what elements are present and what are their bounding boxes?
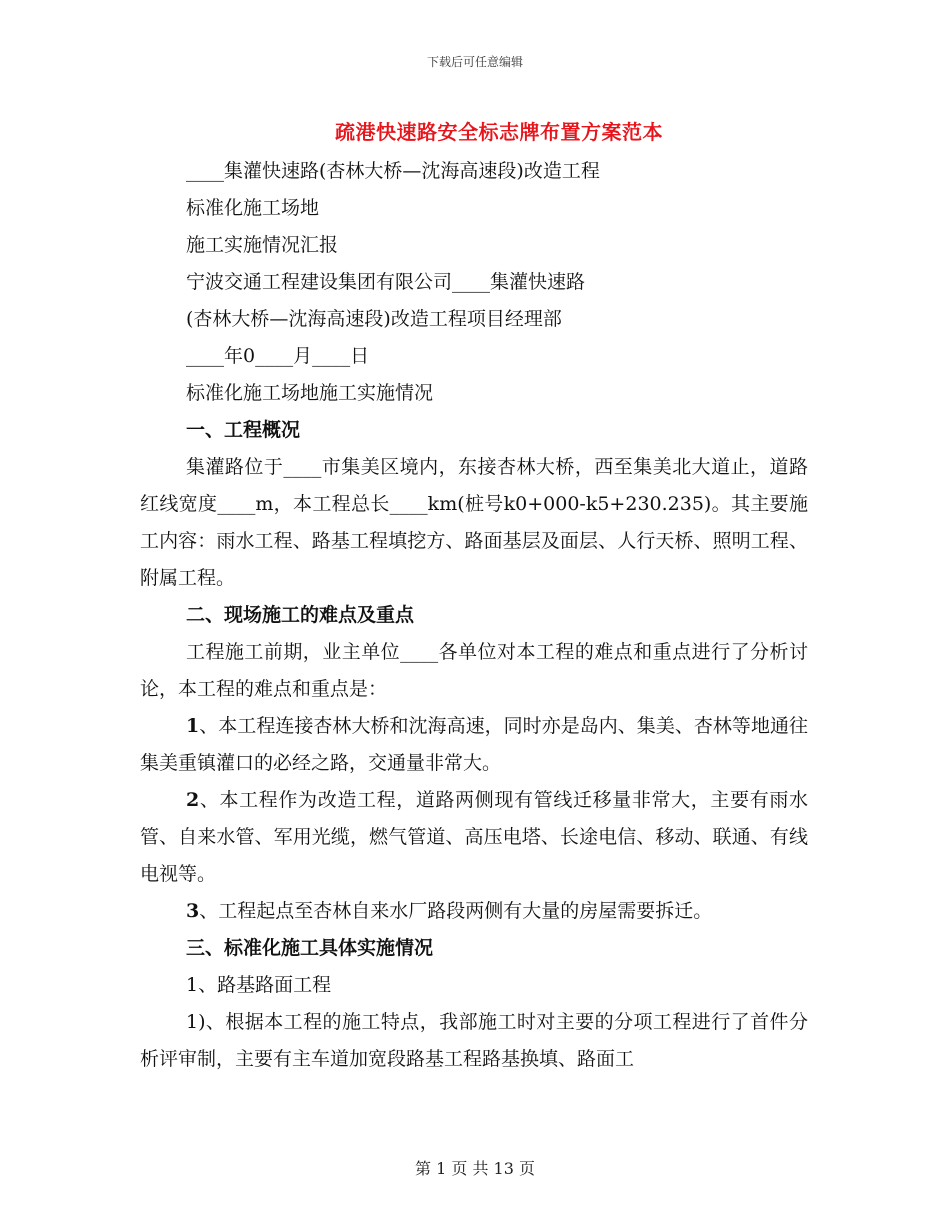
cover-line-department: (杏林大桥—沈海高速段)改造工程项目经理部 xyxy=(186,308,562,330)
section2-item-1-number: 1 xyxy=(186,715,200,737)
section2-item-2-number: 2 xyxy=(186,789,200,811)
section2-item-1-text: 、本工程连接杏林大桥和沈海高速，同时亦是岛内、集美、杏林等地通往集美重镇灌口的必经之路，交通量非常大。 xyxy=(140,715,808,774)
section2-intro: 工程施工前期，业主单位____各单位对本工程的难点和重点进行了分析讨论，本工程的难点和重点是： xyxy=(140,641,808,700)
section3-para1: 1)、根据本工程的施工特点，我部施工时对主要的分项工程进行了首件分析评审制，主要有主车道加宽段路基工程路基换填、路面工 xyxy=(140,1011,808,1070)
section1-body: 集灌路位于____市集美区境内，东接杏林大桥，西至集美北大道止，道路红线宽度____m，本工程总长____km(桩号k0+000-k5+230.235)。其主要施工内容：雨水工程、路基工程填挖方、路面基层及面层、人行天桥、照明工程、附属工程。 xyxy=(140,456,808,589)
page-footer-number: 第 1 页 共 13 页 xyxy=(415,1159,535,1178)
section2-item-3-number: 3 xyxy=(186,900,200,922)
section2-heading: 二、现场施工的难点及重点 xyxy=(186,604,415,626)
section2-item-2-text: 、本工程作为改造工程，道路两侧现有管线迁移量非常大，主要有雨水管、自来水管、军用光缆，燃气管道、高压电塔、长途电信、移动、联通、有线电视等。 xyxy=(140,789,808,885)
section2-item-3-text: 、工程起点至杏林自来水厂路段两侧有大量的房屋需要拆迁。 xyxy=(199,900,713,922)
cover-line-project: ____集灌快速路(杏林大桥—沈海高速段)改造工程 xyxy=(186,160,600,182)
page-header-note: 下载后可任意编辑 xyxy=(426,55,523,69)
cover-line-subtitle: 标准化施工场地施工实施情况 xyxy=(186,382,434,404)
cover-line-report: 施工实施情况汇报 xyxy=(186,234,339,256)
cover-line-company: 宁波交通工程建设集团有限公司____集灌快速路 xyxy=(186,271,586,293)
cover-line-date: ____年0____月____日 xyxy=(186,345,370,367)
cover-line-site: 标准化施工场地 xyxy=(186,197,320,219)
section3-sub1: 1、路基路面工程 xyxy=(186,974,332,996)
section2-item-3 xyxy=(140,893,808,930)
section2-item-2 xyxy=(140,782,808,893)
document-body xyxy=(140,153,808,1078)
section1-heading: 一、工程概况 xyxy=(186,419,301,441)
section3-heading: 三、标准化施工具体实施情况 xyxy=(186,937,434,959)
document-title: 疏港快速路安全标志牌布置方案范本 xyxy=(335,120,663,144)
section2-item-1 xyxy=(140,708,808,782)
